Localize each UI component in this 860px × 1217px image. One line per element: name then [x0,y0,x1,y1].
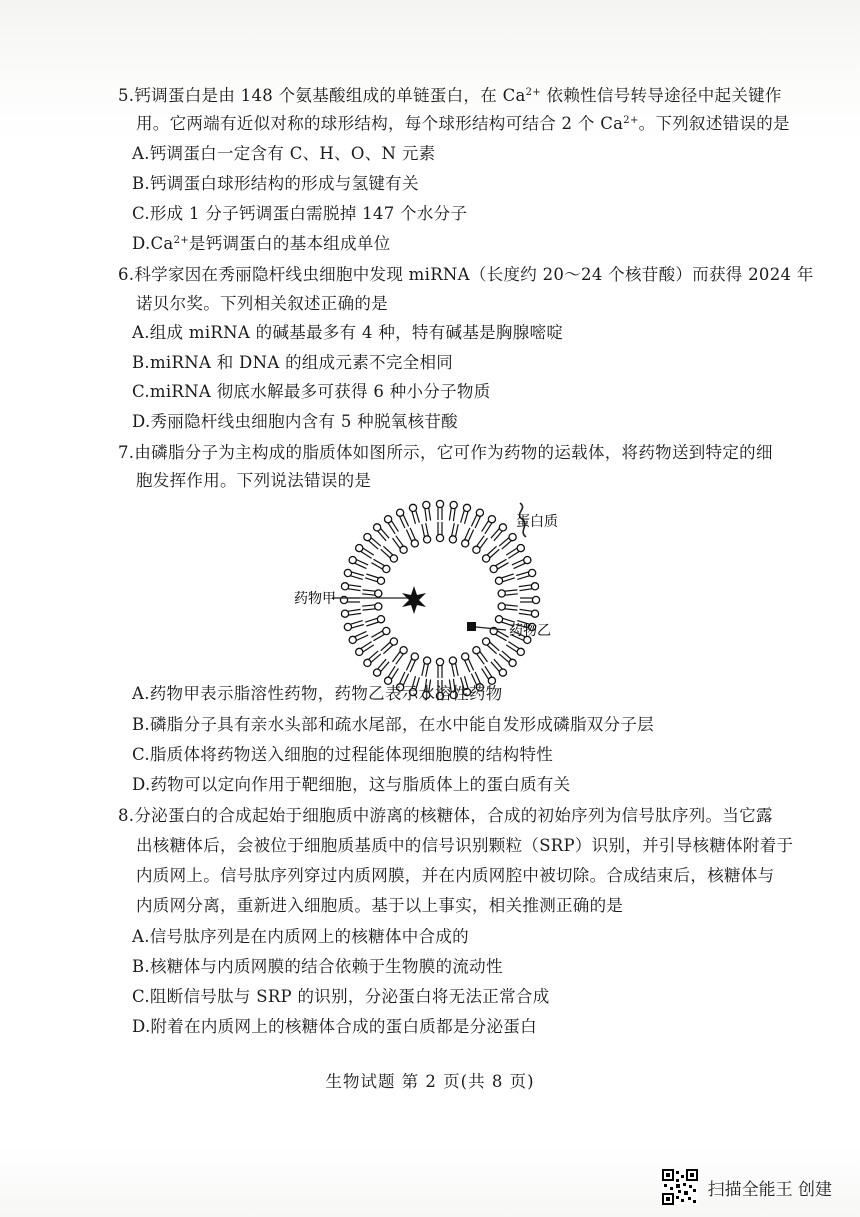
q5-stem-line2: 用。它两端有近似对称的球形结构，每个球形结构可结合 2 个 $Ca^{2+}$。下列叙述错误的是 [136,114,790,133]
q6-stem-line1: 6.科学家因在秀丽隐杆线虫细胞中发现 miRNA（长度约 20～24 个核苷酸）而获得 2024 年 [118,265,814,284]
phospholipid-molecule [406,528,418,547]
q8-option-d: D.附着在内质网上的核糖体合成的蛋白质都是分泌蛋白 [132,1017,537,1036]
drug-a-star-icon [402,586,426,614]
q6-option-c: C.miRNA 彻底水解最多可获得 6 种小分子物质 [132,382,491,401]
phospholipid-molecule [498,603,518,610]
qr-code-icon [662,1169,698,1205]
phospholipid-molecule [349,557,368,569]
phospholipid-molecule [385,516,399,534]
q7-stem-line1: 7.由磷脂分子为主构成的脂质体如图所示，它可作为药物的运载体，将药物送到特定的细 [118,443,773,462]
q5-option-a: A.钙调蛋白一定含有 C、H、O、N 元素 [132,144,436,163]
phospholipid-molecule [344,621,364,631]
phospholipid-molecule [462,653,474,672]
phospholipid-molecule [436,500,443,520]
phospholipid-molecule [491,524,507,541]
phospholipid-molecule [473,647,488,665]
phospholipid-molecule [449,657,458,677]
phospholipid-molecule [365,574,384,584]
q7-stem-line2: 胞发挥作用。下列说法错误的是 [136,471,372,490]
phospholipid-bilayer [340,500,539,699]
q7-option-d: D.药物可以定向作用于靶细胞，这与脂质体上的蛋白质有关 [132,775,571,794]
phospholipid-molecule [385,666,399,684]
q5-option-d: $D.Ca^{2+}$是钙调蛋白的基本组成单位 [132,234,391,253]
phospholipid-molecule [381,638,398,654]
phospholipid-molecule [491,659,507,676]
phospholipid-molecule [506,545,524,559]
q7-option-a: A.药物甲表示脂溶性药物，药物乙表示水溶性药物 [132,684,503,703]
phospholipid-molecule [519,583,539,591]
q6-option-b: B.miRNA 和 DNA 的组成元素不完全相同 [132,353,454,372]
phospholipid-molecule [490,559,508,572]
scanner-watermark [662,1167,832,1207]
q8-stem-line3: 内质网上。信号肽序列穿过内质网膜，并在内质网腔中被切除。合成结束后，核糖体与 [136,866,775,885]
phospholipid-molecule [372,559,390,572]
q7-option-c: C.脂质体将药物送入细胞的过程能体现细胞膜的结构特性 [132,745,554,764]
phospholipid-molecule [365,616,384,626]
phospholipid-molecule [362,590,382,597]
drug-b-label: 药物乙 [509,624,551,639]
phospholipid-molecule [483,546,500,562]
q8-stem-line4: 内质网分离，重新进入细胞质。基于以上事实，相关推测正确的是 [136,896,624,915]
phospholipid-molecule [423,501,431,521]
phospholipid-molecule [356,545,374,559]
drug-a-label: 药物甲 [294,592,336,607]
phospholipid-molecule [349,631,368,643]
q6-option-a: A.组成 miRNA 的碱基最多有 4 种，特有碱基是胸腺嘧啶 [132,323,564,342]
q8-stem-line2: 出核糖体后，会被位于细胞质基质中的信号识别颗粒（SRP）识别，并引导核糖体附着于 [136,836,794,855]
phospholipid-molecule [462,528,474,547]
phospholipid-molecule [341,609,361,617]
q8-option-c: C.阻断信号肽与 SRP 的识别，分泌蛋白将无法正常合成 [132,987,550,1006]
drug-b-square-icon [467,622,476,631]
phospholipid-molecule [356,642,374,656]
q6-stem-line2: 诺贝尔奖。下列相关叙述正确的是 [136,294,388,313]
phospholipid-molecule [341,583,361,591]
phospholipid-molecule [483,638,500,654]
phospholipid-molecule [495,574,514,584]
phospholipid-molecule [461,504,471,524]
phospholipid-molecule [498,590,518,597]
phospholipid-molecule [362,603,382,610]
phospholipid-molecule [393,647,408,665]
liposome-figure [280,485,600,700]
phospholipid-molecule [499,534,516,550]
q8-option-a: A.信号肽序列是在内质网上的核糖体中合成的 [132,927,469,946]
q8-stem-line1: 8.分泌蛋白的合成起始于细胞质中游离的核糖体，合成的初始序列为信号肽序列。当它露 [118,806,773,825]
phospholipid-molecule [422,523,431,543]
phospholipid-molecule [397,509,409,528]
page-footer: 生物试题 第 2 页(共 8 页) [325,1072,535,1091]
phospholipid-molecule [499,651,516,667]
q5-stem-line1: 5.钙调蛋白是由 148 个氨基酸组成的单链蛋白，在 $Ca^{2+}$ 依赖性信号转导途径中起关键作 [118,86,782,105]
phospholipid-molecule [516,569,536,579]
q5-option-b: B.钙调蛋白球形结构的形成与氢键有关 [132,174,419,193]
phospholipid-molecule [473,536,488,554]
phospholipid-molecule [512,557,531,569]
phospholipid-molecule [393,536,408,554]
scanner-watermark-text: 扫描全能王 创建 [707,1179,832,1200]
q5-option-c: C.形成 1 分子钙调蛋白需脱掉 147 个水分子 [132,204,468,223]
phospholipid-molecule [381,546,398,562]
q8-option-b: B.核糖体与内质网膜的结合依赖于生物膜的流动性 [132,957,503,976]
phospholipid-molecule [406,653,418,672]
phospholipid-molecule [364,534,381,550]
phospholipid-molecule [436,522,443,542]
phospholipid-molecule [449,501,457,521]
phospholipid-molecule [506,642,524,656]
phospholipid-molecule [344,569,364,579]
protein-label: 蛋白质 [516,515,558,530]
phospholipid-molecule [364,651,381,667]
phospholipid-molecule [409,504,419,524]
q6-option-d: D.秀丽隐杆线虫细胞内含有 5 种脱氧核苷酸 [132,412,458,431]
phospholipid-molecule [422,657,431,677]
phospholipid-molecule [374,524,390,541]
phospholipid-molecule [374,659,390,676]
phospholipid-molecule [436,658,443,678]
phospholipid-molecule [449,523,458,543]
phospholipid-molecule [519,609,539,617]
phospholipid-molecule [482,516,496,534]
phospholipid-molecule [471,509,483,528]
q7-option-b: B.磷脂分子具有亲水头部和疏水尾部，在水中能自发形成磷脂双分子层 [132,715,654,734]
phospholipid-molecule [372,627,390,640]
phospholipid-molecule [520,596,540,603]
phospholipid-molecule [482,666,496,684]
liposome-diagram [280,485,600,700]
